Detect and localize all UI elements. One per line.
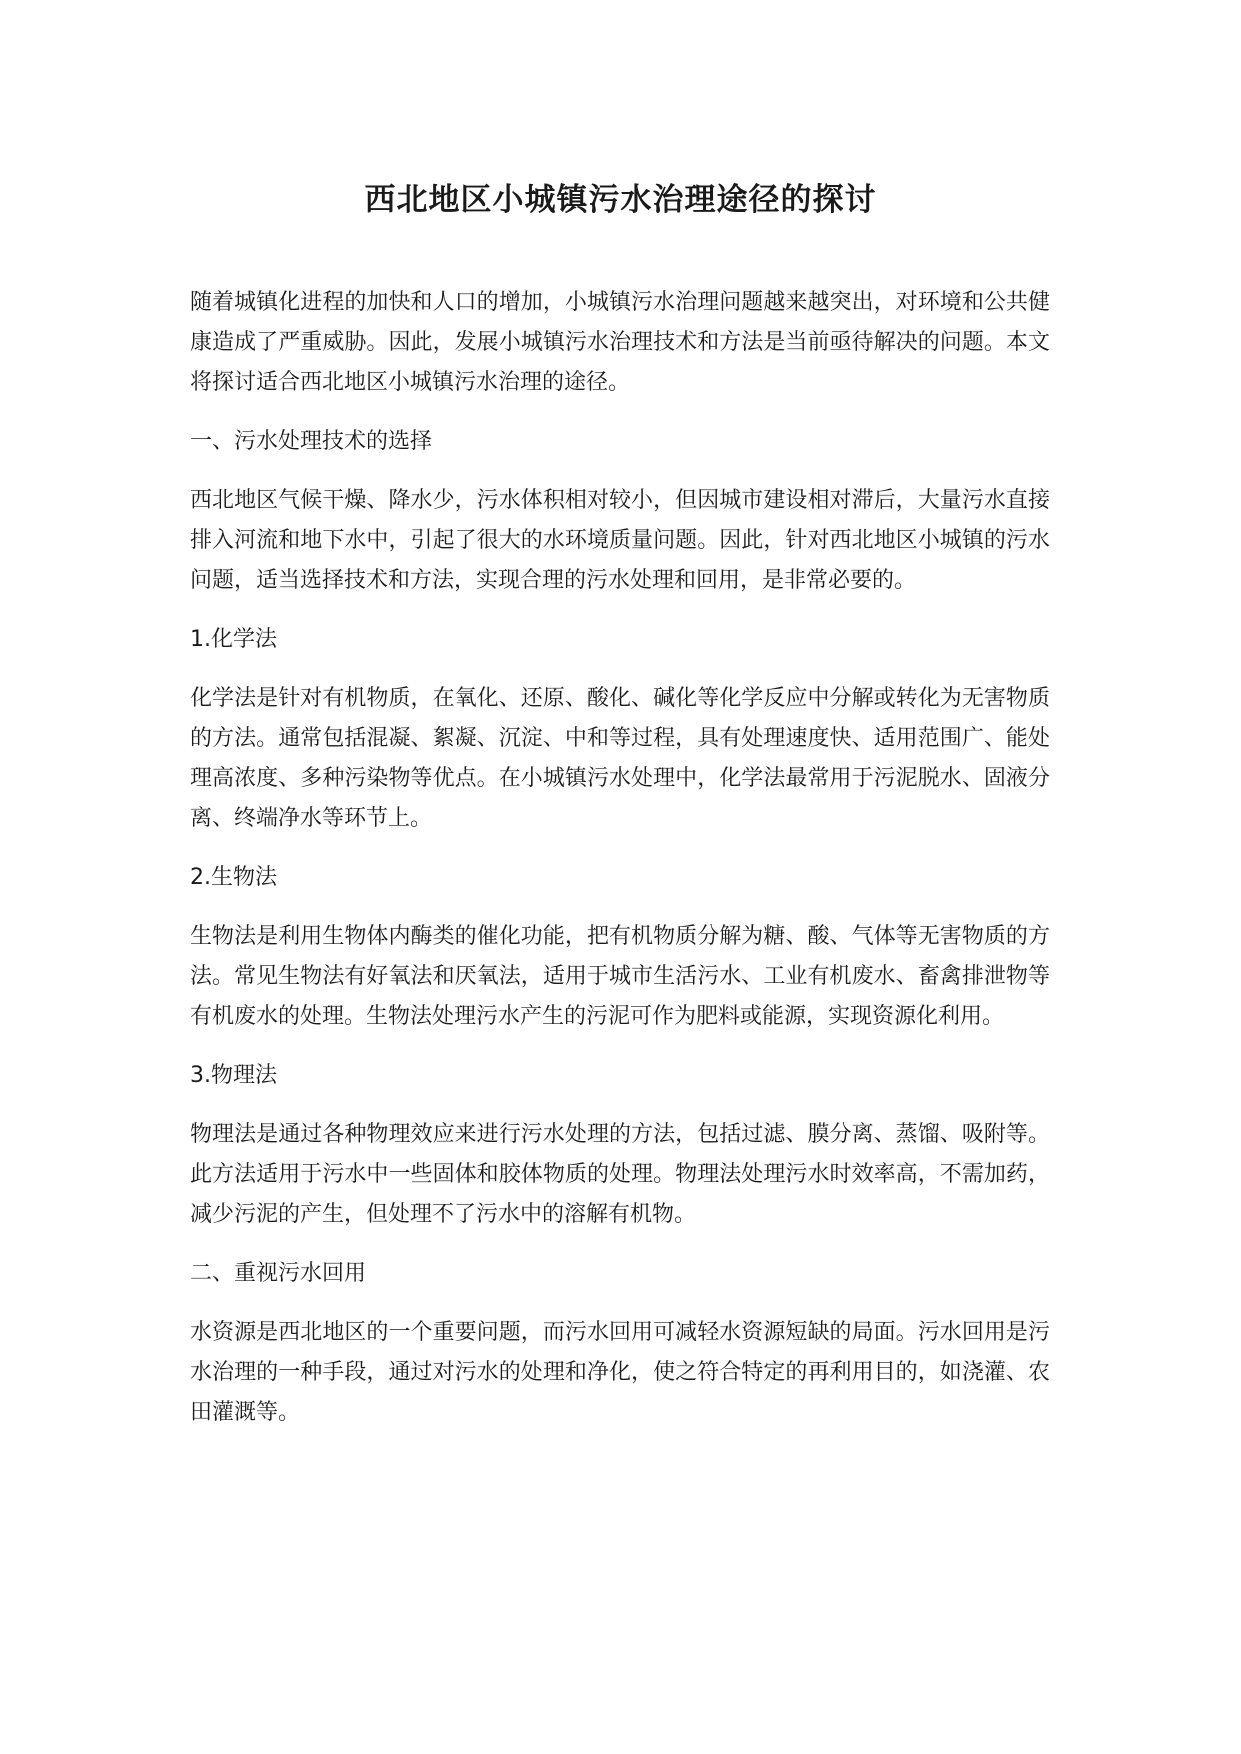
paragraph-biological: 生物法是利用生物体内酶类的催化功能，把有机物质分解为糖、酸、气体等无害物质的方法。常见生物法有好氧法和厌氧法，适用于城市生活污水、工业有机废水、畜禽排泄物等有机废水的处理。生物法处理污水产生的污泥可作为肥料或能源，实现资源化利用。 [190, 924, 1050, 1029]
subheading-physical: 3.物理法 [190, 1063, 277, 1088]
paragraph-intro: 随着城镇化进程的加快和人口的增加，小城镇污水治理问题越来越突出，对环境和公共健康造成了严重威胁。因此，发展小城镇污水治理技术和方法是当前亟待解决的问题。本文将探讨适合西北地区小城镇污水治理的途径。 [190, 290, 1050, 395]
subheading-chemical: 1.化学法 [190, 627, 277, 652]
section-heading-1: 一、污水处理技术的选择 [190, 429, 433, 454]
page-title: 西北地区小城镇污水治理途径的探讨 [364, 182, 877, 218]
document-body [190, 283, 1050, 1452]
paragraph-reuse: 水资源是西北地区的一个重要问题，而污水回用可减轻水资源短缺的局面。污水回用是污水治理的一种手段，通过对污水的处理和净化，使之符合特定的再利用目的，如浇灌、农田灌溉等。 [190, 1320, 1050, 1425]
subheading-biological: 2.生物法 [190, 865, 277, 890]
paragraph-chemical: 化学法是针对有机物质，在氧化、还原、酸化、碱化等化学反应中分解或转化为无害物质的方法。通常包括混凝、絮凝、沉淀、中和等过程，具有处理速度快、适用范围广、能处理高浓度、多种污染物等优点。在小城镇污水处理中，化学法最常用于污泥脱水、固液分离、终端净水等环节上。 [190, 686, 1050, 831]
paragraph-section-1: 西北地区气候干燥、降水少，污水体积相对较小，但因城市建设相对滞后，大量污水直接排入河流和地下水中，引起了很大的水环境质量问题。因此，针对西北地区小城镇的污水问题，适当选择技术和方法，实现合理的污水处理和回用，是非常必要的。 [190, 488, 1050, 593]
section-heading-2: 二、重视污水回用 [190, 1261, 367, 1286]
paragraph-physical: 物理法是通过各种物理效应来进行污水处理的方法，包括过滤、膜分离、蒸馏、吸附等。此方法适用于污水中一些固体和胶体物质的处理。物理法处理污水时效率高，不需加药，减少污泥的产生，但处理不了污水中的溶解有机物。 [190, 1122, 1050, 1227]
